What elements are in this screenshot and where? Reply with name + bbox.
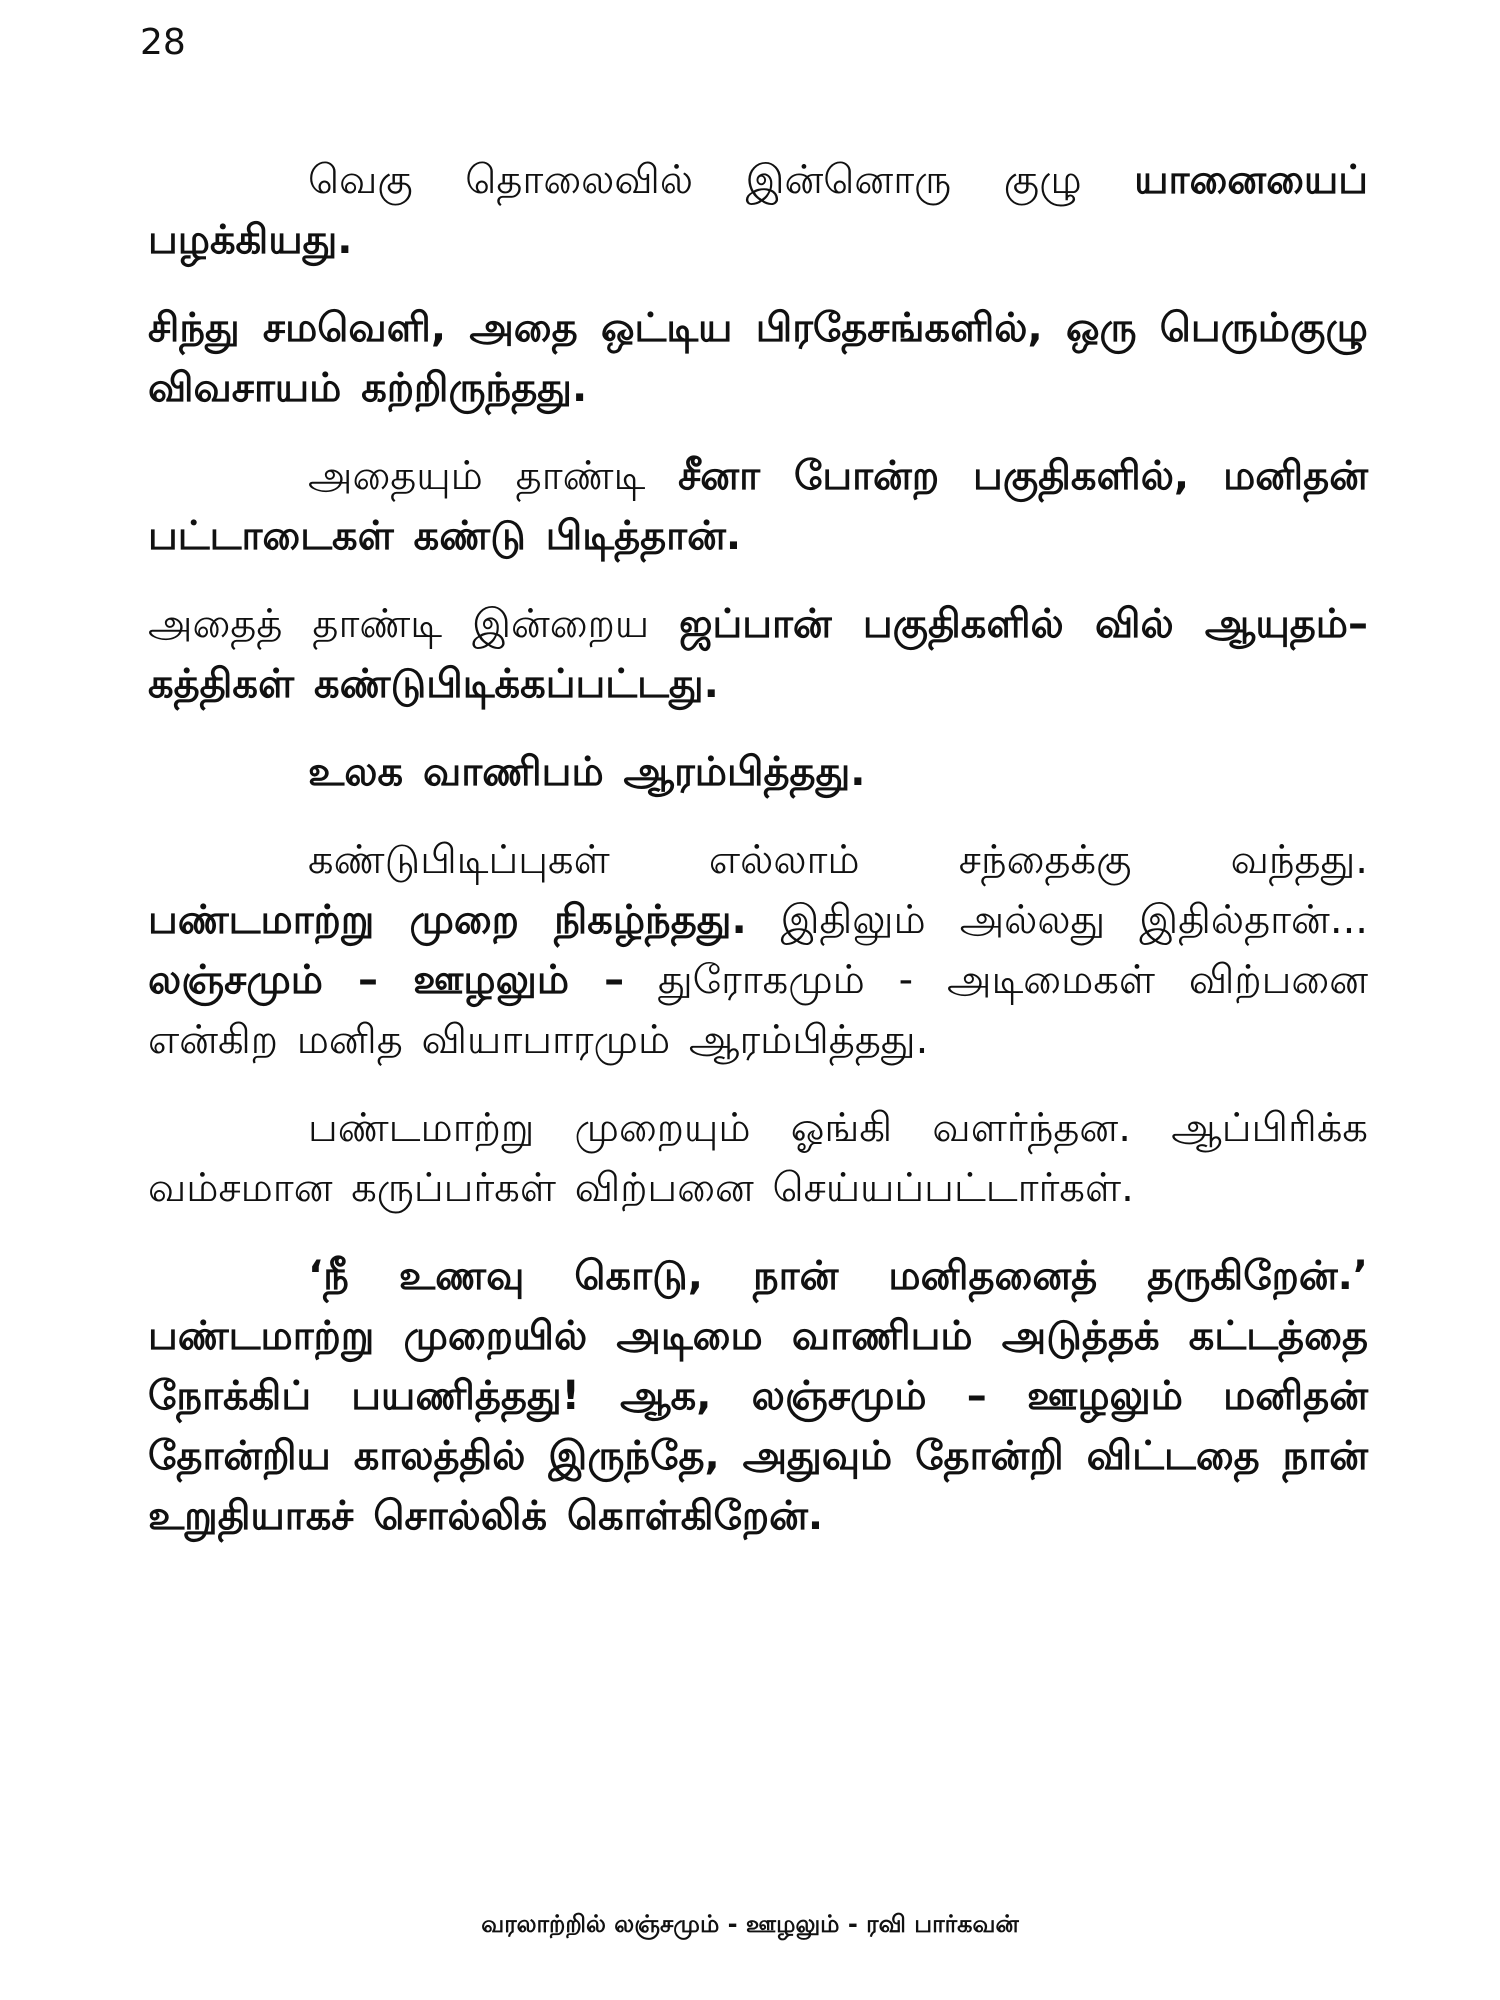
text-run: அதையும் தாண்டி — [308, 453, 679, 499]
text-run: இதிலும் அல்லது இதில்தான்... — [746, 897, 1368, 943]
page-number: 28 — [140, 22, 186, 63]
paragraph — [148, 1246, 1368, 1546]
page-body — [148, 150, 1368, 1574]
text-run: கண்டுபிடிப்புகள் எல்லாம் சந்தைக்கு வந்தது. — [308, 837, 1368, 883]
bold-text-run: பண்டமாற்று முறை நிகழ்ந்தது. — [148, 897, 747, 943]
bold-text-run: ஜப்பான் பகுதிகளில் வில் ஆயுதம்–கத்திகள் கண்டுபிடிக்கப்பட்டது. — [148, 601, 1368, 707]
text-run: வெகு தொலைவில் இன்னொரு குழு — [308, 157, 1135, 203]
bold-text-run: சீனா போன்ற பகுதிகளில், மனிதன் பட்டாடைகள் கண்டு பிடித்தான். — [148, 453, 1368, 559]
bold-text-run: உலக வாணிபம் ஆரம்பித்தது. — [308, 749, 866, 795]
paragraph — [148, 1098, 1368, 1218]
paragraph — [148, 830, 1368, 1070]
paragraph — [148, 446, 1368, 566]
bold-text-run: சிந்து சமவெளி, அதை ஒட்டிய பிரதேசங்களில், ஒரு பெரும்குழு விவசாயம் கற்றிருந்தது. — [148, 305, 1368, 411]
bold-text-run: யானையைப் பழக்கியது. — [148, 157, 1368, 263]
paragraph — [148, 150, 1368, 270]
text-run: துரோகமும் - அடிமைகள் விற்பனை என்கிற மனித வியாபாரமும் ஆரம்பித்தது. — [148, 957, 1369, 1063]
running-footer: வரலாற்றில் லஞ்சமும் - ஊழலும் - ரவி பார்கவன் — [481, 1910, 1019, 1938]
bold-text-run: லஞ்சமும் – ஊழலும் – — [148, 957, 625, 1003]
text-run: பண்டமாற்று முறையும் ஓங்கி வளர்ந்தன. ஆப்பிரிக்க வம்சமான கருப்பர்கள் விற்பனை செய்யப்பட்டார்கள். — [148, 1105, 1368, 1211]
text-run: அதைத் தாண்டி இன்றைய — [148, 601, 680, 647]
paragraph — [148, 594, 1368, 714]
paragraph — [148, 742, 1368, 802]
paragraph — [148, 298, 1368, 418]
bold-text-run: ‘நீ உணவு கொடு, நான் மனிதனைத் தருகிறேன்.’ பண்டமாற்று முறையில் அடிமை வாணிபம் அடுத்தக் கட்டத்தை நோக்கிப் பயணித்தது! ஆக, லஞ்சமும் – ஊழலும் மனிதன் தோன்றிய காலத்தில் இருந்தே, அதுவும் தோன்றி விட்டதை நான் உறுதியாகச் சொல்லிக் கொள்கிறேன். — [148, 1253, 1368, 1539]
